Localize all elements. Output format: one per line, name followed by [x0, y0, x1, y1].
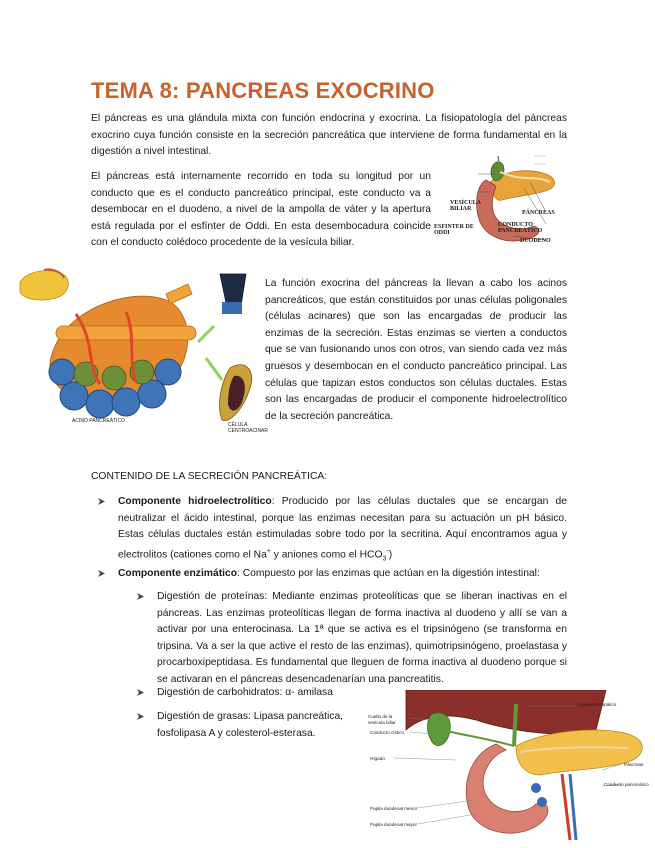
section-heading: CONTENIDO DE LA SECRECIÓN PANCREÁTICA:: [91, 471, 328, 482]
label-esfinter: ESFINTER DE ODDI: [434, 224, 474, 236]
bullet-sup2: -: [386, 547, 389, 555]
label-acino: ACINO PANCREÁTICO: [72, 418, 125, 424]
bullet-term: Componente hidroelectrolítico: [118, 496, 272, 507]
sub-bullet-text: Digestión de grasas: Lipasa pancreática, fosfolipasa A y colesterol-esterasa.: [157, 711, 344, 739]
arrow-bullet-icon: [136, 712, 145, 721]
label-hepatico: Conducto hepático: [578, 702, 617, 707]
label-papila-menor: Papila duodenal menor: [370, 806, 418, 811]
sub-bullet-text: Digestión de carbohidratos: α- amilasa: [157, 687, 333, 698]
bullet-sub: 3: [382, 555, 387, 563]
label-vesicula: VESÍCULA BILIAR: [450, 200, 481, 212]
label-papila-mayor: Papila duodenal mayor: [370, 822, 417, 827]
duodenum-pancreas-figure: [366, 690, 651, 842]
arrow-bullet-icon: [97, 497, 106, 506]
sub-bullet-grasas: [157, 709, 357, 742]
acino-figure: [16, 264, 269, 436]
bullet-enzimatico: [118, 566, 567, 583]
acino-illustration: [16, 264, 269, 436]
duodenum-pancreas-illustration: [366, 690, 651, 842]
sub-bullet-proteinas: [157, 589, 567, 689]
bullet-text-end: ): [388, 549, 393, 561]
duct-paragraph: El páncreas está internamente recorrido en toda su longitud por un conducto que es el conducto pancreático principal, este conducto va a desembocar en el duodeno, a nivel de la ampolla de váter y la apertura está regulada por el esfínter de Oddi. En esta desembocadura coincide con el conducto colédoco procedente de la vesícula biliar.: [91, 171, 431, 249]
bullet-term: Componente enzimático: [118, 568, 237, 579]
arrow-bullet-icon: [136, 688, 145, 697]
pancreas-anatomy-figure: [434, 152, 566, 252]
bullet-text: : Producido por las células ductales que se encargan de neutralizar el ácido intestinal, porque las enzimas necesitan para su actuación un pH básico. Estas células ductales están estimuladas sobre todo por la secritina. Aquí encontramos agua y electrolitos (cationes como el Na: [118, 496, 567, 561]
bullet-sup: +: [266, 547, 271, 555]
intro-paragraph: El páncreas es una glándula mixta con función endocrina y exocrina. La fisiopatología del páncreas exocrino cuya función consiste en la secreción pancreática que interviene de forma fundamental en la digestión a nivel intestinal.: [91, 113, 567, 158]
label-duodeno: DUODENO: [520, 238, 551, 244]
label-pancreas: PÁNCREAS: [522, 210, 555, 216]
arrow-bullet-icon: [136, 592, 145, 601]
page-title: TEMA 8: PANCREAS EXOCRINO: [91, 78, 435, 103]
acinos-paragraph: La función exocrina del páncreas la llevan a cabo los acinos pancreáticos, que están constituidos por unas células poligonales (células acinares) que son las encargadas de producir las enzimas de la secreción. Estas enzimas se vierten a conductos que se van fusionando unos con otros, van siendo cada vez más gruesos y desembocan en el conducto pancreático principal. Las células que tapizan estos conductos son células ductales. Estas son las encargadas de producir el componente hidroelectrolítico de la secreción pancreática.: [265, 278, 567, 422]
label-higado: Hígado: [370, 756, 385, 761]
label-conducto-pancreatico: Conducto pancreático: [604, 782, 649, 787]
bullet-hidroelectrolitico: [118, 494, 567, 568]
label-pancreas: Páncreas: [624, 762, 644, 767]
bullet-text: : Compuesto por las enzimas que actúan en la digestión intestinal:: [237, 568, 540, 579]
bullet-text-mid: y aniones como el HCO: [270, 549, 383, 561]
label-conducto: CONDUCTO PANCREÁTICO: [498, 222, 543, 234]
label-cuello: Cuello de la vesícula biliar: [368, 714, 396, 725]
label-centroacinar: CÉLULA CENTROACINAR: [228, 422, 269, 434]
sub-bullet-carbohidratos: [157, 685, 357, 702]
label-cistico: Conducto cístico: [370, 730, 404, 735]
arrow-bullet-icon: [97, 569, 106, 578]
sub-bullet-text: Digestión de proteínas: Mediante enzimas proteolíticas que se liberan inactivas en el páncreas. Las enzimas proteolíticas llegan de forma inactiva al duodeno y allí se van a activar por una enterocinasa. La 1ª que se activa es el tripsinógeno (se transforma en tripsina. Va a ser la que active el resto de las enzimas), quimotripsinógeno, proelastasa y procarboxipeptidasa. Es fundamental que lleguen de forma inactiva al duodeno porque si se activaran en el páncreas desencadenarían una pancreatitis.: [157, 591, 567, 685]
